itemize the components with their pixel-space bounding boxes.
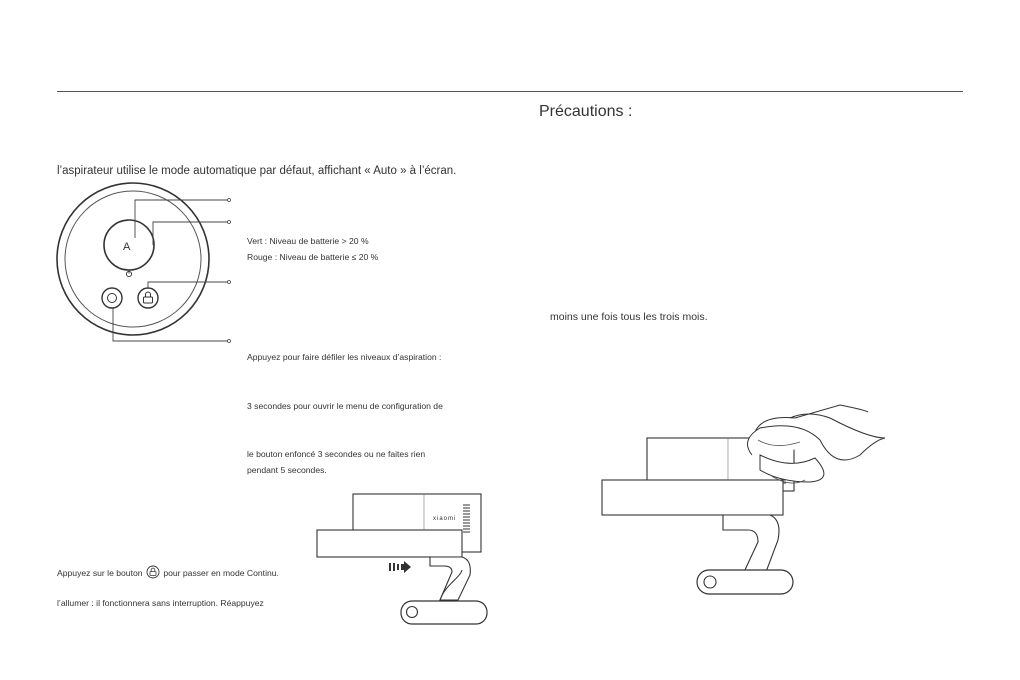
precautions-title: Précautions : [539,103,633,120]
suction-levels-text: Appuyez pour faire défiler les niveaux d’aspiration : [247,352,442,362]
battery-green-text: Vert : Niveau de batterie > 20 % [247,236,369,246]
display-letter: A [123,241,131,253]
continu-after-text: pour passer en mode Continu. [163,568,279,578]
hand-icon [748,405,886,483]
brand-logo-left: xiaomi [433,516,457,522]
hold-text-line1: le bouton enfoncé 3 secondes ou ne faites rien [247,449,426,459]
continu-before-text: Appuyez sur le bouton [57,568,143,578]
config-menu-text: 3 secondes pour ouvrir le menu de configuration de [247,401,443,411]
allumer-text: l’allumer : il fonctionnera sans interruption. Réappuyez [57,598,264,608]
cleaning-frequency-text: moins une fois tous les trois mois. [550,311,708,323]
auto-mode-intro: l’aspirateur utilise le mode automatique par défaut, affichant « Auto » à l’écran. [57,165,457,177]
hold-text-line2: pendant 5 secondes. [247,465,327,475]
battery-red-text: Rouge : Niveau de batterie ≤ 20 % [247,252,379,262]
